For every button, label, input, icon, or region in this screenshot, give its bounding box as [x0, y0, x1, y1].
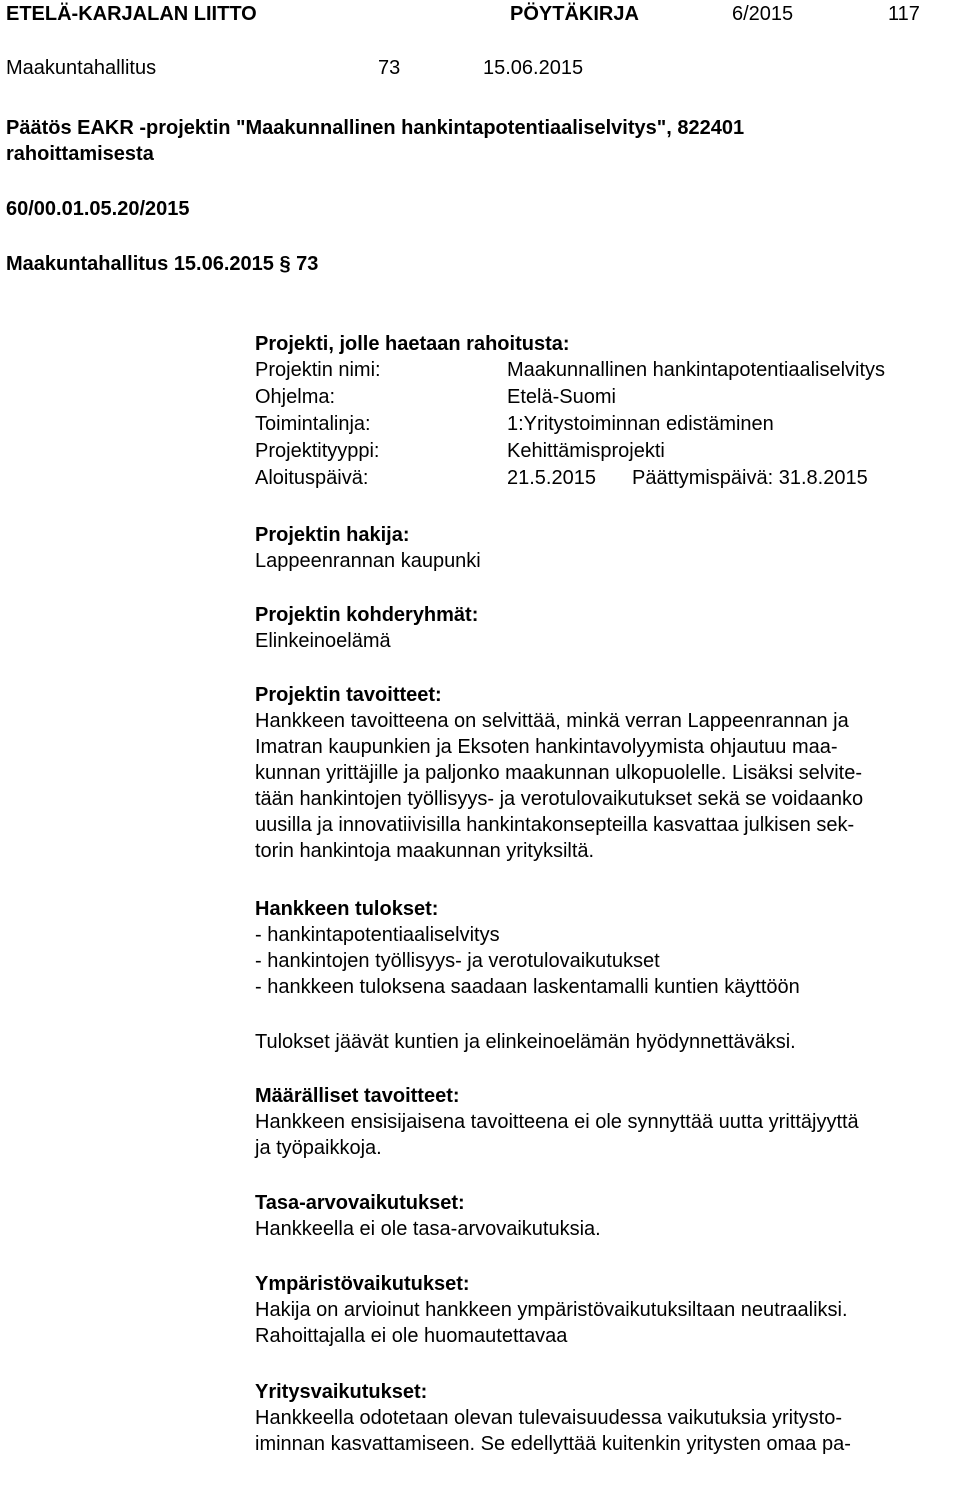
section-heading: Tasa-arvovaikutukset:: [255, 1192, 465, 1214]
project-heading: Projekti, jolle haetaan rahoitusta:: [255, 333, 570, 355]
project-row-type: [255, 438, 955, 465]
section-line: Elinkeinoelämä: [255, 630, 391, 652]
meeting-date: 15.06.2015: [483, 57, 584, 79]
section-line: kunnan yrittäjille ja paljonko maakunnan ulkopuolelle. Lisäksi selvite-: [255, 762, 863, 784]
section-line: iminnan kasvattamiseen. Se edellyttää kuitenkin yritysten omaa pa-: [255, 1433, 851, 1455]
section-line: - hankintapotentiaaliselvitys: [255, 924, 500, 946]
section-heading: Hankkeen tulokset:: [255, 898, 439, 920]
priority-value: 1:Yritystoiminnan edistäminen: [507, 413, 774, 435]
meeting-body: Maakuntahallitus: [6, 57, 157, 79]
section-heading: Ympäristövaikutukset:: [255, 1273, 470, 1295]
section-line: Hankkeella odotetaan olevan tulevaisuudessa vaikutuksia yritysto-: [255, 1407, 843, 1429]
section-line: uusilla ja innovatiivisilla hankintakonsepteilla kasvattaa julkisen sek-: [255, 814, 855, 836]
section-line: Lappeenrannan kaupunki: [255, 550, 481, 572]
project-type-value: Kehittämisprojekti: [507, 440, 665, 462]
priority-label: Toimintalinja:: [255, 413, 371, 435]
decision-title-line2: rahoittamisesta: [6, 143, 154, 165]
doc-type: PÖYTÄKIRJA: [510, 3, 639, 25]
section-heading: Projektin kohderyhmät:: [255, 604, 479, 626]
decision-title-line1: Päätös EAKR -projektin "Maakunnallinen hankintapotentiaaliselvitys", 822401: [6, 117, 745, 139]
section-line: tään hankintojen työllisyys- ja verotulovaikutukset sekä se voidaanko: [255, 788, 864, 810]
org-name: ETELÄ-KARJALAN LIITTO: [6, 3, 257, 25]
section-environmental-impacts: [255, 1271, 955, 1349]
issue-number: 6/2015: [732, 3, 794, 25]
page-number: 117: [888, 3, 920, 25]
section-results: [255, 896, 955, 1000]
project-row-program: [255, 384, 955, 411]
project-row-priority: [255, 411, 955, 438]
section-equality-impacts: [255, 1190, 955, 1242]
section-line: Hankkeen tavoitteena on selvittää, minkä verran Lappeenrannan ja: [255, 710, 849, 732]
section-line: Hankkeen ensisijaisena tavoitteena ei ole synnyttää uutta yrittäjyyttä: [255, 1111, 859, 1133]
section-business-impacts: [255, 1379, 955, 1457]
section-applicant: [255, 522, 955, 574]
end-date-text: Päättymispäivä: 31.8.2015: [632, 467, 868, 489]
section-quantitative-goals: [255, 1083, 955, 1161]
reference-number: 60/00.01.05.20/2015: [6, 198, 190, 220]
section-number: 73: [378, 57, 401, 79]
program-value: Etelä-Suomi: [507, 386, 616, 408]
section-line: torin hankintoja maakunnan yrityksiltä.: [255, 840, 595, 862]
start-date-value: 21.5.2015: [507, 467, 596, 489]
project-details: [255, 357, 955, 492]
section-line: Imatran kaupunkien ja Eksoten hankintavolyymista ohjautuu maa-: [255, 736, 838, 758]
section-line: - hankkeen tuloksena saadaan laskentamalli kuntien käyttöön: [255, 976, 800, 998]
section-heading: Projektin tavoitteet:: [255, 684, 442, 706]
program-label: Ohjelma:: [255, 386, 336, 408]
section-line: Tulokset jäävät kuntien ja elinkeinoelämän hyödynnettäväksi.: [255, 1031, 796, 1053]
session-line: Maakuntahallitus 15.06.2015 § 73: [6, 253, 319, 275]
section-heading: Määrälliset tavoitteet:: [255, 1085, 460, 1107]
project-row-dates: [255, 465, 955, 492]
section-line: Hankkeella ei ole tasa-arvovaikutuksia.: [255, 1218, 601, 1240]
start-date-label: Aloituspäivä:: [255, 467, 369, 489]
section-line: ja työpaikkoja.: [255, 1137, 382, 1159]
section-line: - hankintojen työllisyys- ja verotulovaikutukset: [255, 950, 660, 972]
section-heading: Yritysvaikutukset:: [255, 1381, 428, 1403]
section-line: Rahoittajalla ei ole huomautettavaa: [255, 1325, 568, 1347]
project-name-label: Projektin nimi:: [255, 359, 381, 381]
section-objectives: [255, 682, 955, 864]
section-heading: Projektin hakija:: [255, 524, 410, 546]
section-target-groups: [255, 602, 955, 654]
project-type-label: Projektityyppi:: [255, 440, 380, 462]
project-row-name: [255, 357, 955, 384]
project-name-value: Maakunnallinen hankintapotentiaaliselvitys: [507, 359, 886, 381]
section-results-note: [255, 1029, 955, 1055]
section-line: Hakija on arvioinut hankkeen ympäristövaikutuksiltaan neutraaliksi.: [255, 1299, 848, 1321]
